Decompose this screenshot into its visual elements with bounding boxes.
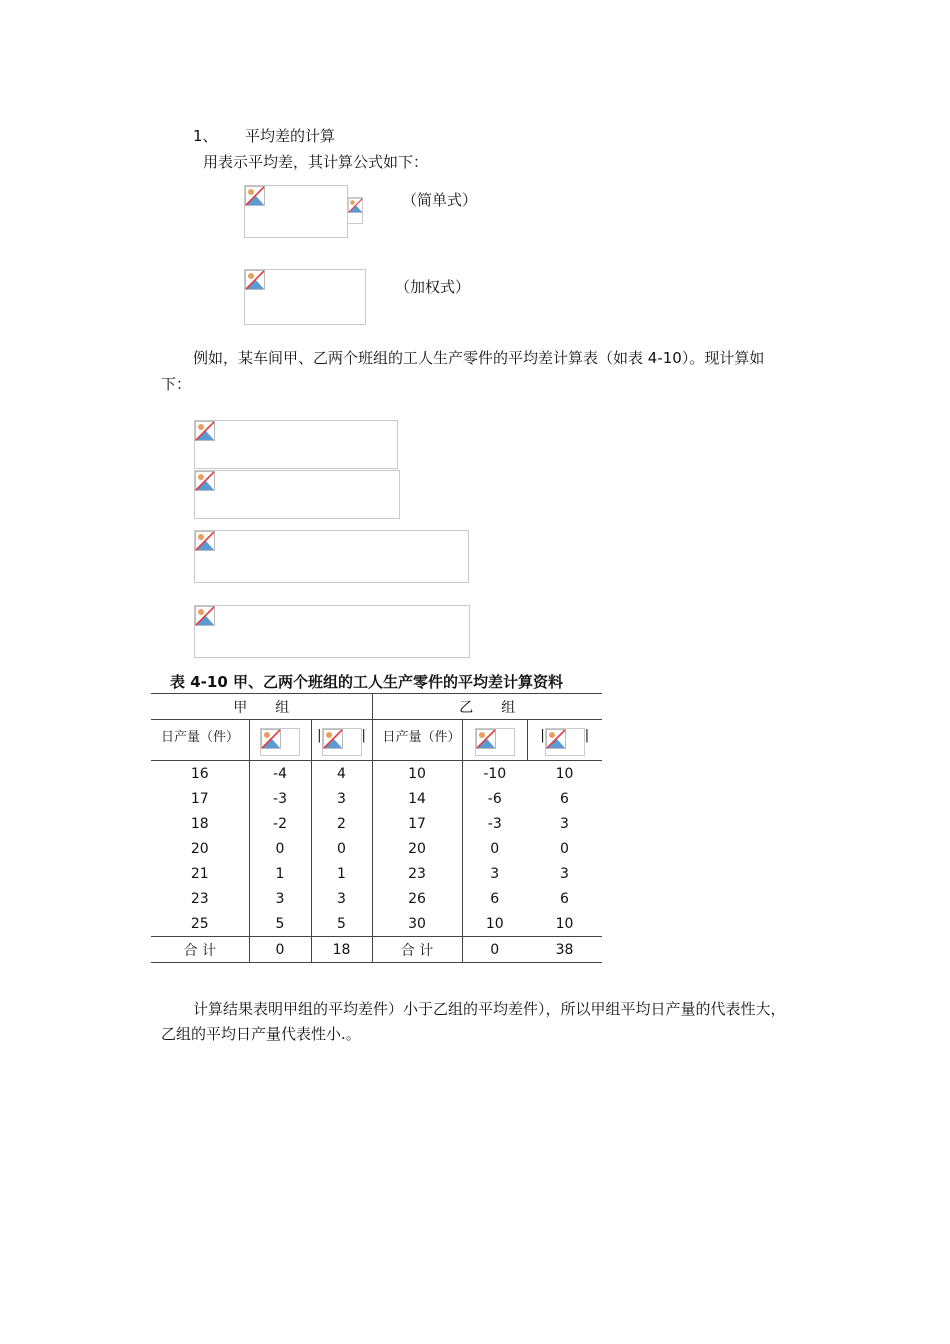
- cell-deviation-b: -3: [462, 811, 527, 836]
- formula-weighted-image: [244, 269, 366, 325]
- cell-output-a: 21: [190, 865, 209, 882]
- cell-deviation-b: 6: [462, 886, 527, 911]
- total-label-b: 合 计: [372, 937, 462, 963]
- cell-deviation-b: 0: [462, 836, 527, 861]
- cell-output-a: 25: [190, 915, 209, 932]
- broken-image-icon: [245, 186, 265, 206]
- broken-image-icon: [195, 531, 215, 551]
- cell-output-b: 10: [372, 761, 462, 787]
- example-line-2: 下：: [161, 375, 192, 393]
- calc-image-1: [194, 420, 398, 469]
- broken-image-icon: [546, 729, 566, 749]
- total-deviation-b: 0: [462, 937, 527, 963]
- section-title: 平均差的计算: [245, 127, 336, 145]
- section-number: 1、: [193, 127, 218, 145]
- group-a-deviation-header: [249, 720, 311, 761]
- table-row: [151, 886, 602, 911]
- calc-image-3: [194, 530, 469, 583]
- cell-abs-deviation-b: 0: [560, 840, 569, 857]
- cell-deviation-a: 5: [249, 911, 311, 937]
- total-abs-deviation-a: 18: [311, 937, 372, 963]
- total-deviation-a: 0: [249, 937, 311, 963]
- cell-abs-deviation-a: 0: [311, 836, 372, 861]
- cell-abs-deviation-b: 10: [555, 765, 574, 782]
- table-row: [151, 861, 602, 886]
- table-row: [151, 911, 602, 937]
- cell-output-b: 26: [372, 886, 462, 911]
- broken-image-icon: [348, 198, 363, 213]
- broken-image-icon: [476, 729, 496, 749]
- cell-abs-deviation-b: 6: [560, 890, 569, 907]
- conclusion-line-2: 乙组的平均日产量代表性小.。: [161, 1025, 361, 1043]
- cell-deviation-a: 1: [249, 861, 311, 886]
- cell-deviation-a: -2: [249, 811, 311, 836]
- broken-image-icon: [195, 471, 215, 491]
- cell-output-b: 20: [372, 836, 462, 861]
- deviation-formula-image: [475, 728, 515, 756]
- cell-deviation-b: 10: [462, 911, 527, 937]
- cell-abs-deviation-b: 6: [560, 790, 569, 807]
- table-row: [151, 811, 602, 836]
- abs-bar-left: |: [317, 728, 322, 743]
- cell-deviation-b: 3: [462, 861, 527, 886]
- abs-deviation-formula-image: [545, 728, 585, 756]
- cell-output-b: 23: [372, 861, 462, 886]
- abs-deviation-formula-image: [322, 728, 362, 756]
- broken-image-icon: [195, 606, 215, 626]
- formula-intro: 用表示平均差，其计算公式如下：: [203, 153, 429, 171]
- cell-abs-deviation-b: 3: [560, 865, 569, 882]
- cell-output-a: 17: [190, 790, 209, 807]
- cell-output-a: 18: [190, 815, 209, 832]
- group-a-abs-deviation-header: [311, 720, 372, 761]
- example-line-1: 例如，某车间甲、乙两个班组的工人生产零件的平均差计算表（如表 4-10）。现计算如: [193, 349, 765, 367]
- cell-deviation-b: -10: [462, 761, 527, 787]
- cell-deviation-a: 0: [249, 836, 311, 861]
- group-b-output-header: 日产量（件）: [372, 720, 462, 761]
- formula-simple-label: （简单式）: [402, 191, 478, 209]
- formula-weighted-label: （加权式）: [395, 278, 471, 296]
- cell-abs-deviation-a: 3: [311, 886, 372, 911]
- cell-abs-deviation-a: 3: [311, 786, 372, 811]
- total-abs-deviation-b: 38: [527, 937, 602, 963]
- total-label-a: 合 计: [151, 937, 249, 963]
- calc-image-4: [194, 605, 470, 658]
- cell-abs-deviation-a: 4: [311, 761, 372, 787]
- formula-simple-bar-image: [347, 197, 363, 224]
- cell-abs-deviation-b: 3: [560, 815, 569, 832]
- cell-abs-deviation-a: 5: [311, 911, 372, 937]
- table-row: [151, 761, 602, 787]
- broken-image-icon: [323, 729, 343, 749]
- group-b-abs-deviation-header: [527, 720, 602, 761]
- cell-output-b: 17: [372, 811, 462, 836]
- abs-bar-right: |: [361, 728, 366, 743]
- group-a-header: 甲 组: [151, 694, 372, 720]
- deviation-formula-image: [260, 728, 300, 756]
- mean-deviation-table: [151, 693, 602, 963]
- abs-bar-right: |: [584, 728, 590, 743]
- group-a-output-header: 日产量（件）: [151, 720, 249, 761]
- cell-output-b: 30: [372, 911, 462, 937]
- abs-bar-left: |: [540, 728, 545, 743]
- cell-abs-deviation-a: 2: [311, 811, 372, 836]
- table-row: [151, 786, 602, 811]
- broken-image-icon: [261, 729, 281, 749]
- table-caption: 表 4-10 甲、乙两个班组的工人生产零件的平均差计算资料: [170, 673, 563, 691]
- cell-deviation-a: -3: [249, 786, 311, 811]
- cell-output-b: 14: [372, 786, 462, 811]
- cell-deviation-a: 3: [249, 886, 311, 911]
- group-b-header: 乙 组: [372, 694, 602, 720]
- group-b-deviation-header: [462, 720, 527, 761]
- cell-output-a: 16: [190, 765, 209, 782]
- broken-image-icon: [195, 421, 215, 441]
- cell-abs-deviation-a: 1: [311, 861, 372, 886]
- cell-deviation-b: -6: [462, 786, 527, 811]
- conclusion-line-1: 计算结果表明甲组的平均差件）小于乙组的平均差件），所以甲组平均日产量的代表性大，: [193, 1000, 786, 1018]
- formula-simple-image: [244, 185, 348, 238]
- cell-output-a: 20: [190, 840, 209, 857]
- cell-output-a: 23: [190, 890, 209, 907]
- table-row: [151, 836, 602, 861]
- cell-deviation-a: -4: [249, 761, 311, 787]
- cell-abs-deviation-b: 10: [555, 915, 574, 932]
- broken-image-icon: [245, 270, 265, 290]
- calc-image-2: [194, 470, 400, 519]
